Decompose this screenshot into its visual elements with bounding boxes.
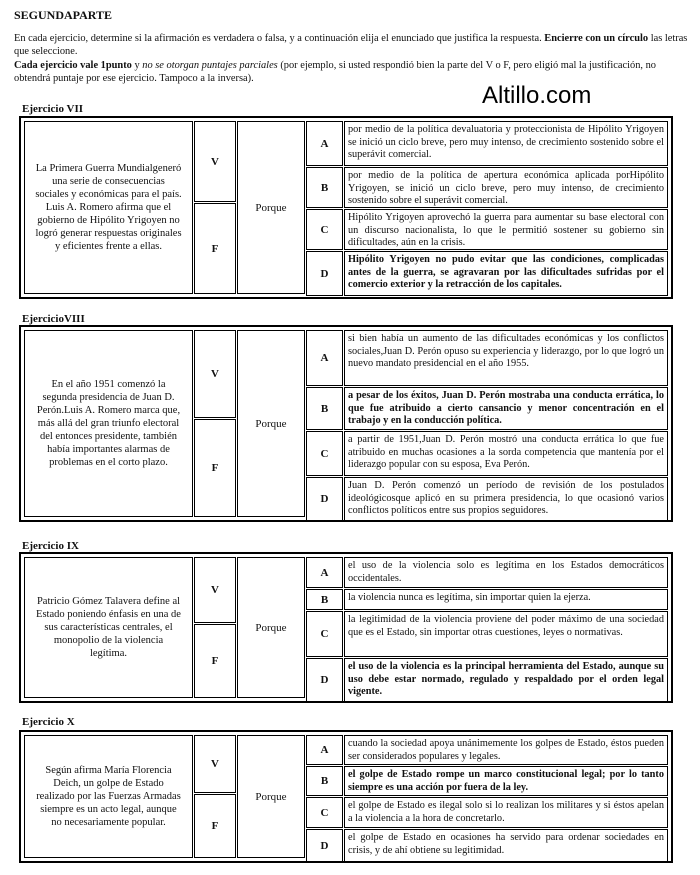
exercise-statement: En el año 1951 comenzó la segunda presidencia de Juan D. Perón.Luis A. Romero marca que, más allá del gran triunfo electoral del entonces presidente, también había importantes alarmas de problemas en el corto plazo.	[24, 330, 193, 517]
true-option-v[interactable]: V	[194, 330, 236, 418]
exercise-table	[19, 552, 673, 703]
exercise-table	[19, 325, 673, 522]
option-letter-c[interactable]: C	[306, 797, 343, 828]
instructions-paragraph	[14, 32, 694, 58]
exercise-title: EjercicioVIII	[22, 313, 85, 325]
scoring-text: (por ejemplo, si usted respondió bien la parte del V o F, pero eligió mal la justificación, no obtendrá puntaje por ese ejercicio. Tampoco a la inversa).	[14, 60, 656, 84]
option-text-b: el golpe de Estado rompe un marco constitucional legal; por lo tanto siempre es una acción por fuera de la ley.	[344, 766, 668, 796]
option-text-c: la legitimidad de la violencia proviene del poder máximo de una sociedad que es el Estado, sin importar otras cuestiones, leyes o normativas.	[344, 611, 668, 657]
option-text-b: la violencia nunca es legítima, sin importar quien la ejerza.	[344, 589, 668, 610]
exercise-statement: Patricio Gómez Talavera define al Estado poniendo énfasis en una de sus características centrales, el monopolio de la violencia legítima.	[24, 557, 193, 698]
option-text-d: Hipólito Yrigoyen no pudo evitar que las condiciones, complicadas antes de la guerra, se agravaran por las dificultades sufridas por el comercio exterior y la retracción de los capitales.	[344, 251, 668, 296]
option-letter-a[interactable]: A	[306, 557, 343, 588]
option-letter-a[interactable]: A	[306, 330, 343, 386]
instructions-text: las letras que seleccione.	[14, 33, 688, 57]
porque-label: Porque	[237, 735, 305, 858]
exercise-statement: Según afirma María Florencia Deich, un golpe de Estado realizado por las Fuerzas Armadas siempre es un acto legal, aunque no necesariamente popular.	[24, 735, 193, 858]
option-text-a: el uso de la violencia solo es legítima en los Estados democráticos occidentales.	[344, 557, 668, 588]
option-letter-a[interactable]: A	[306, 121, 343, 166]
false-option-f[interactable]: F	[194, 419, 236, 517]
page-heading: SEGUNDAPARTE	[14, 8, 113, 22]
option-letter-d[interactable]: D	[306, 251, 343, 296]
option-text-b: a pesar de los éxitos, Juan D. Perón mostraba una conducta errática, lo que fue atribuido a cierto cansancio y menor concentración en el trabajo y en la conducción política.	[344, 387, 668, 430]
exercise-title: Ejercicio VII	[22, 103, 83, 115]
option-letter-d[interactable]: D	[306, 477, 343, 521]
option-letter-c[interactable]: C	[306, 209, 343, 250]
option-letter-b[interactable]: B	[306, 766, 343, 796]
option-text-a: si bien había un aumento de las dificultades económicas y los conflictos sociales,Juan D. Perón opuso su experiencia y liderazgo, por lo que logró un nuevo mandato presidencial en el año 1955.	[344, 330, 668, 386]
exercise-statement: La Primera Guerra Mundialgeneró una serie de consecuencias sociales y económicas para el país. Luis A. Romero afirma que el gobierno de Hipólito Yrigoyen no logró generar respuestas originales y eficientes frente a ellas.	[24, 121, 193, 294]
porque-label: Porque	[237, 557, 305, 698]
instructions-text: En cada ejercicio, determine si la afirmación es verdadera o falsa, y a continuación elija el enunciado que justifica la respuesta.	[14, 33, 542, 44]
instructions-emphasis: Encierre con un círculo	[544, 33, 649, 44]
exercise-table	[19, 116, 673, 299]
true-option-v[interactable]: V	[194, 735, 236, 793]
option-text-d: el uso de la violencia es la principal herramienta del Estado, aunque su uso debe estar normado, regulado y respaldado por el orden legal vigente.	[344, 658, 668, 702]
option-letter-b[interactable]: B	[306, 167, 343, 208]
false-option-f[interactable]: F	[194, 203, 236, 294]
exercise-title: Ejercicio X	[22, 716, 75, 728]
exercise-title: Ejercicio IX	[22, 540, 79, 552]
option-letter-c[interactable]: C	[306, 431, 343, 476]
scoring-paragraph	[14, 59, 694, 85]
scoring-emphasis: Cada ejercicio vale 1punto	[14, 60, 132, 71]
option-text-d: Juan D. Perón comenzó un período de revisión de los postulados ideológicosque aplicó en su primera presidencia, lo que ocasionó varios conflictos políticos entre sus propios seguidores.	[344, 477, 668, 521]
option-text-c: a partir de 1951,Juan D. Perón mostró una conducta errática lo que fue atribuido en muchas ocasiones a la sorda competencia que mantenía por el liderazgo popular con su esposa, Eva Perón.	[344, 431, 668, 476]
option-letter-d[interactable]: D	[306, 829, 343, 862]
scoring-text: y	[134, 60, 140, 71]
true-option-v[interactable]: V	[194, 121, 236, 202]
option-letter-b[interactable]: B	[306, 589, 343, 610]
scoring-italic: no se otorgan puntajes parciales	[142, 60, 278, 71]
porque-label: Porque	[237, 330, 305, 517]
option-text-b: por medio de la política de apertura económica aplicada porHipólito Yrigoyen, se inició un ciclo breve, pero muy intenso, de crecimiento sostenido sobre el superávit comercial.	[344, 167, 668, 208]
exercise-table	[19, 730, 673, 863]
false-option-f[interactable]: F	[194, 624, 236, 698]
watermark-logo: Altillo.com	[482, 82, 592, 109]
option-text-d: el golpe de Estado en ocasiones ha servido para ordenar sociedades en crisis, y de ahí obtiene su legitimidad.	[344, 829, 668, 862]
option-text-c: Hipólito Yrigoyen aprovechó la guerra para aumentar su base electoral con un discurso nacionalista, lo que le permitió sostener su gobierno sin dificultades, aún en la crisis.	[344, 209, 668, 250]
false-option-f[interactable]: F	[194, 794, 236, 858]
true-option-v[interactable]: V	[194, 557, 236, 623]
option-letter-b[interactable]: B	[306, 387, 343, 430]
option-text-a: cuando la sociedad apoya unánimemente los golpes de Estado, éstos pueden ser considerados populares y legales.	[344, 735, 668, 765]
option-letter-d[interactable]: D	[306, 658, 343, 702]
option-letter-c[interactable]: C	[306, 611, 343, 657]
option-text-a: por medio de la política devaluatoria y proteccionista de Hipólito Yrigoyen se inició un ciclo breve, pero muy intenso, de crecimiento sostenido sobre el superávit comercial.	[344, 121, 668, 166]
option-text-c: el golpe de Estado es ilegal solo si lo realizan los militares y si éstos apelan a la violencia a la hora de concretarlo.	[344, 797, 668, 828]
option-letter-a[interactable]: A	[306, 735, 343, 765]
porque-label: Porque	[237, 121, 305, 294]
